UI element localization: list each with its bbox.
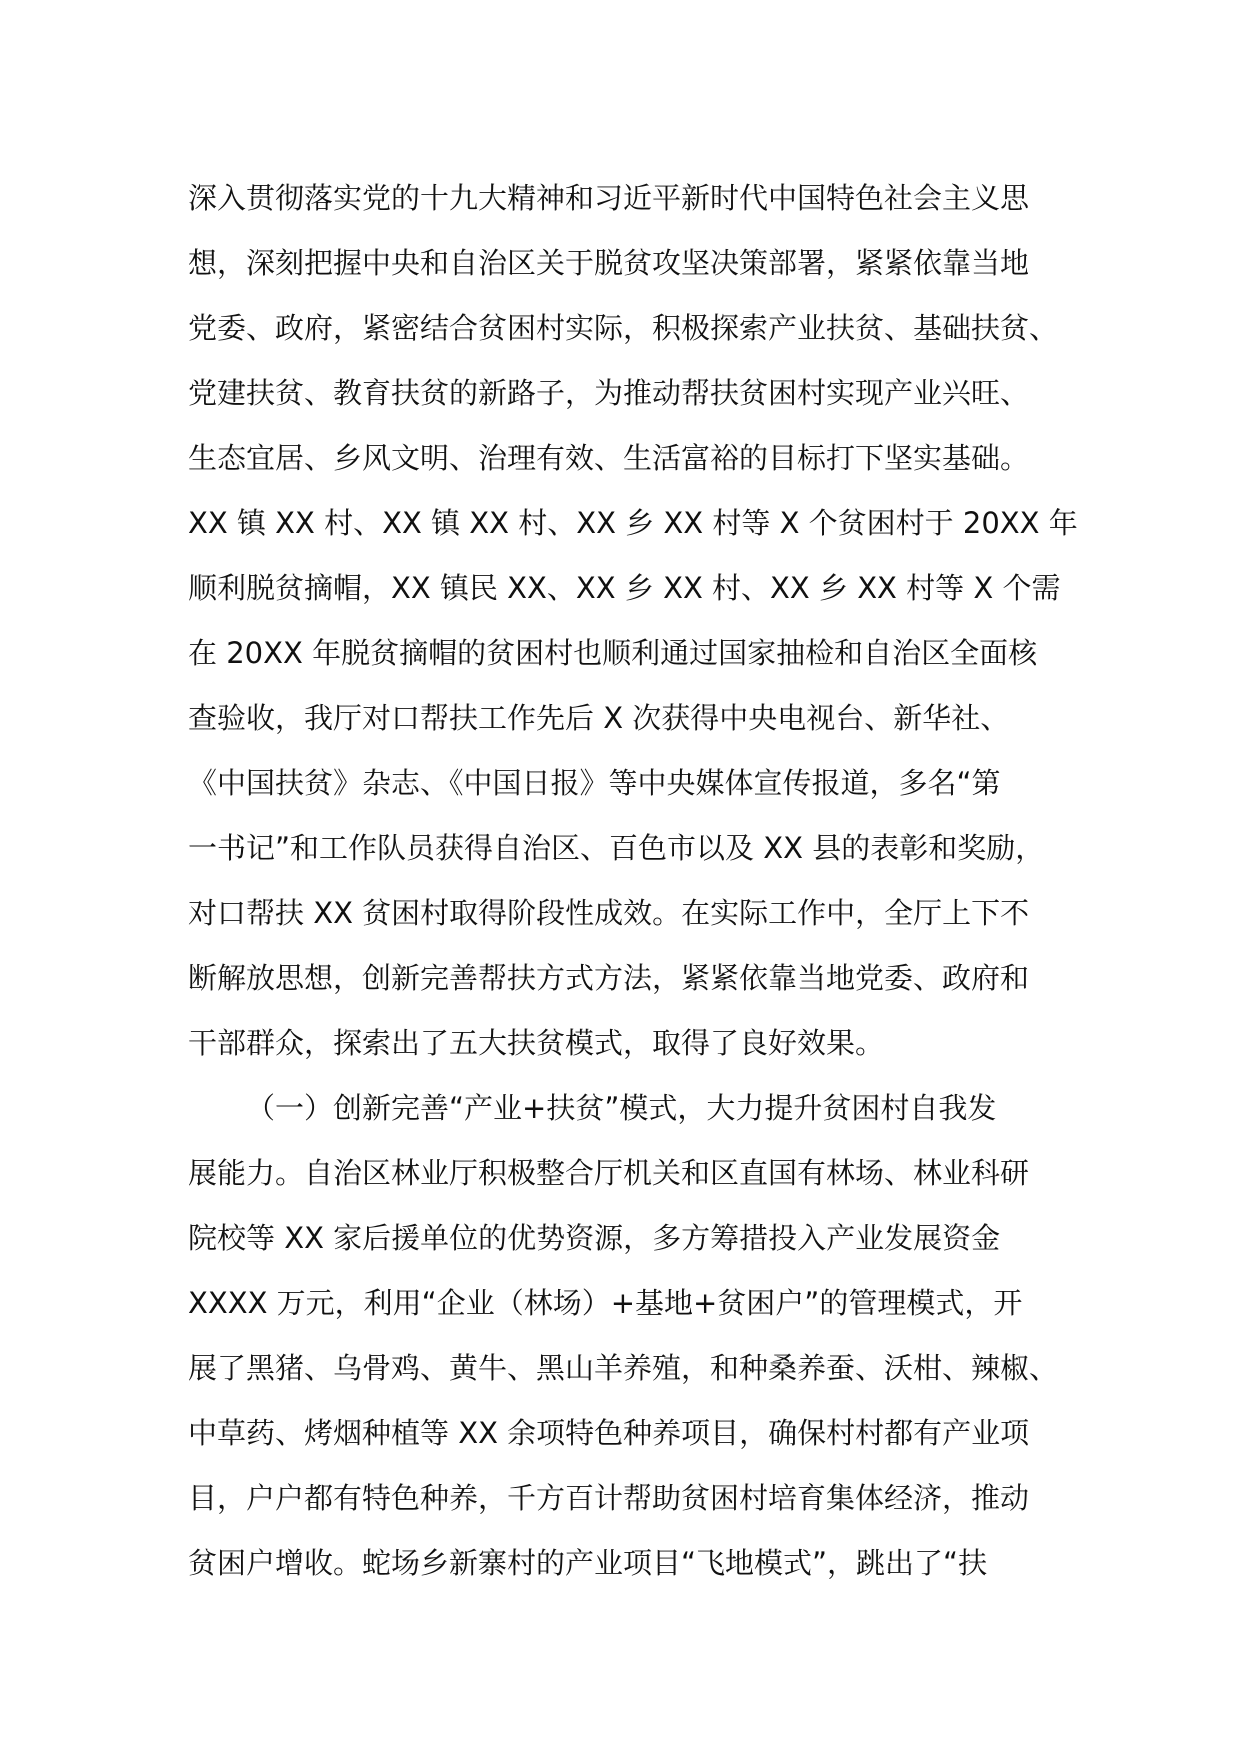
text-line: 《中国扶贫》杂志、《中国日报》等中央媒体宣传报道，多名“第	[188, 766, 1001, 800]
body-text	[188, 166, 1078, 1596]
text-line: 在 20XX 年脱贫摘帽的贫困村也顺利通过国家抽检和自治区全面核	[188, 636, 1038, 670]
text-line: 干部群众，探索出了五大扶贫模式，取得了良好效果。	[188, 1026, 885, 1060]
text-line: XX 镇 XX 村、XX 镇 XX 村、XX 乡 XX 村等 X 个贫困村于 20XX 年	[188, 506, 1078, 540]
text-line: 党委、政府，紧密结合贫困村实际，积极探索产业扶贫、基础扶贫、	[188, 311, 1059, 345]
text-line: 院校等 XX 家后援单位的优势资源，多方筹措投入产业发展资金	[188, 1221, 1001, 1255]
text-line: 深入贯彻落实党的十九大精神和习近平新时代中国特色社会主义思	[188, 181, 1030, 215]
text-line: 对口帮扶 XX 贫困村取得阶段性成效。在实际工作中，全厅上下不	[188, 896, 1030, 930]
text-line: 中草药、烤烟种植等 XX 余项特色种养项目，确保村村都有产业项	[188, 1416, 1030, 1450]
text-line: 贫困户增收。蛇场乡新寨村的产业项目“飞地模式”，跳出了“扶	[188, 1546, 988, 1580]
text-line: 断解放思想，创新完善帮扶方式方法，紧紧依靠当地党委、政府和	[188, 961, 1030, 995]
text-line: 展了黑猪、乌骨鸡、黄牛、黑山羊养殖，和种桑养蚕、沃柑、辣椒、	[188, 1351, 1059, 1385]
text-line: 查验收，我厅对口帮扶工作先后 X 次获得中央电视台、新华社、	[188, 701, 1010, 735]
text-line: 生态宜居、乡风文明、治理有效、生活富裕的目标打下坚实基础。	[188, 441, 1030, 475]
section-heading-line: （一）创新完善“产业+扶贫”模式，大力提升贫困村自我发	[246, 1091, 997, 1125]
text-line: 一书记”和工作队员获得自治区、百色市以及 XX 县的表彰和奖励，	[188, 831, 1045, 865]
text-line: 党建扶贫、教育扶贫的新路子，为推动帮扶贫困村实现产业兴旺、	[188, 376, 1030, 410]
text-line: 顺利脱贫摘帽，XX 镇民 XX、XX 乡 XX 村、XX 乡 XX 村等 X 个需	[188, 571, 1061, 605]
text-line: XXXX 万元，利用“企业（林场）+基地+贫困户”的管理模式，开	[188, 1286, 1023, 1320]
text-line: 展能力。自治区林业厅积极整合厅机关和区直国有林场、林业科研	[188, 1156, 1030, 1190]
text-line: 想，深刻把握中央和自治区关于脱贫攻坚决策部署，紧紧依靠当地	[188, 246, 1030, 280]
text-line: 目，户户都有特色种养，千方百计帮助贫困村培育集体经济，推动	[188, 1481, 1030, 1515]
